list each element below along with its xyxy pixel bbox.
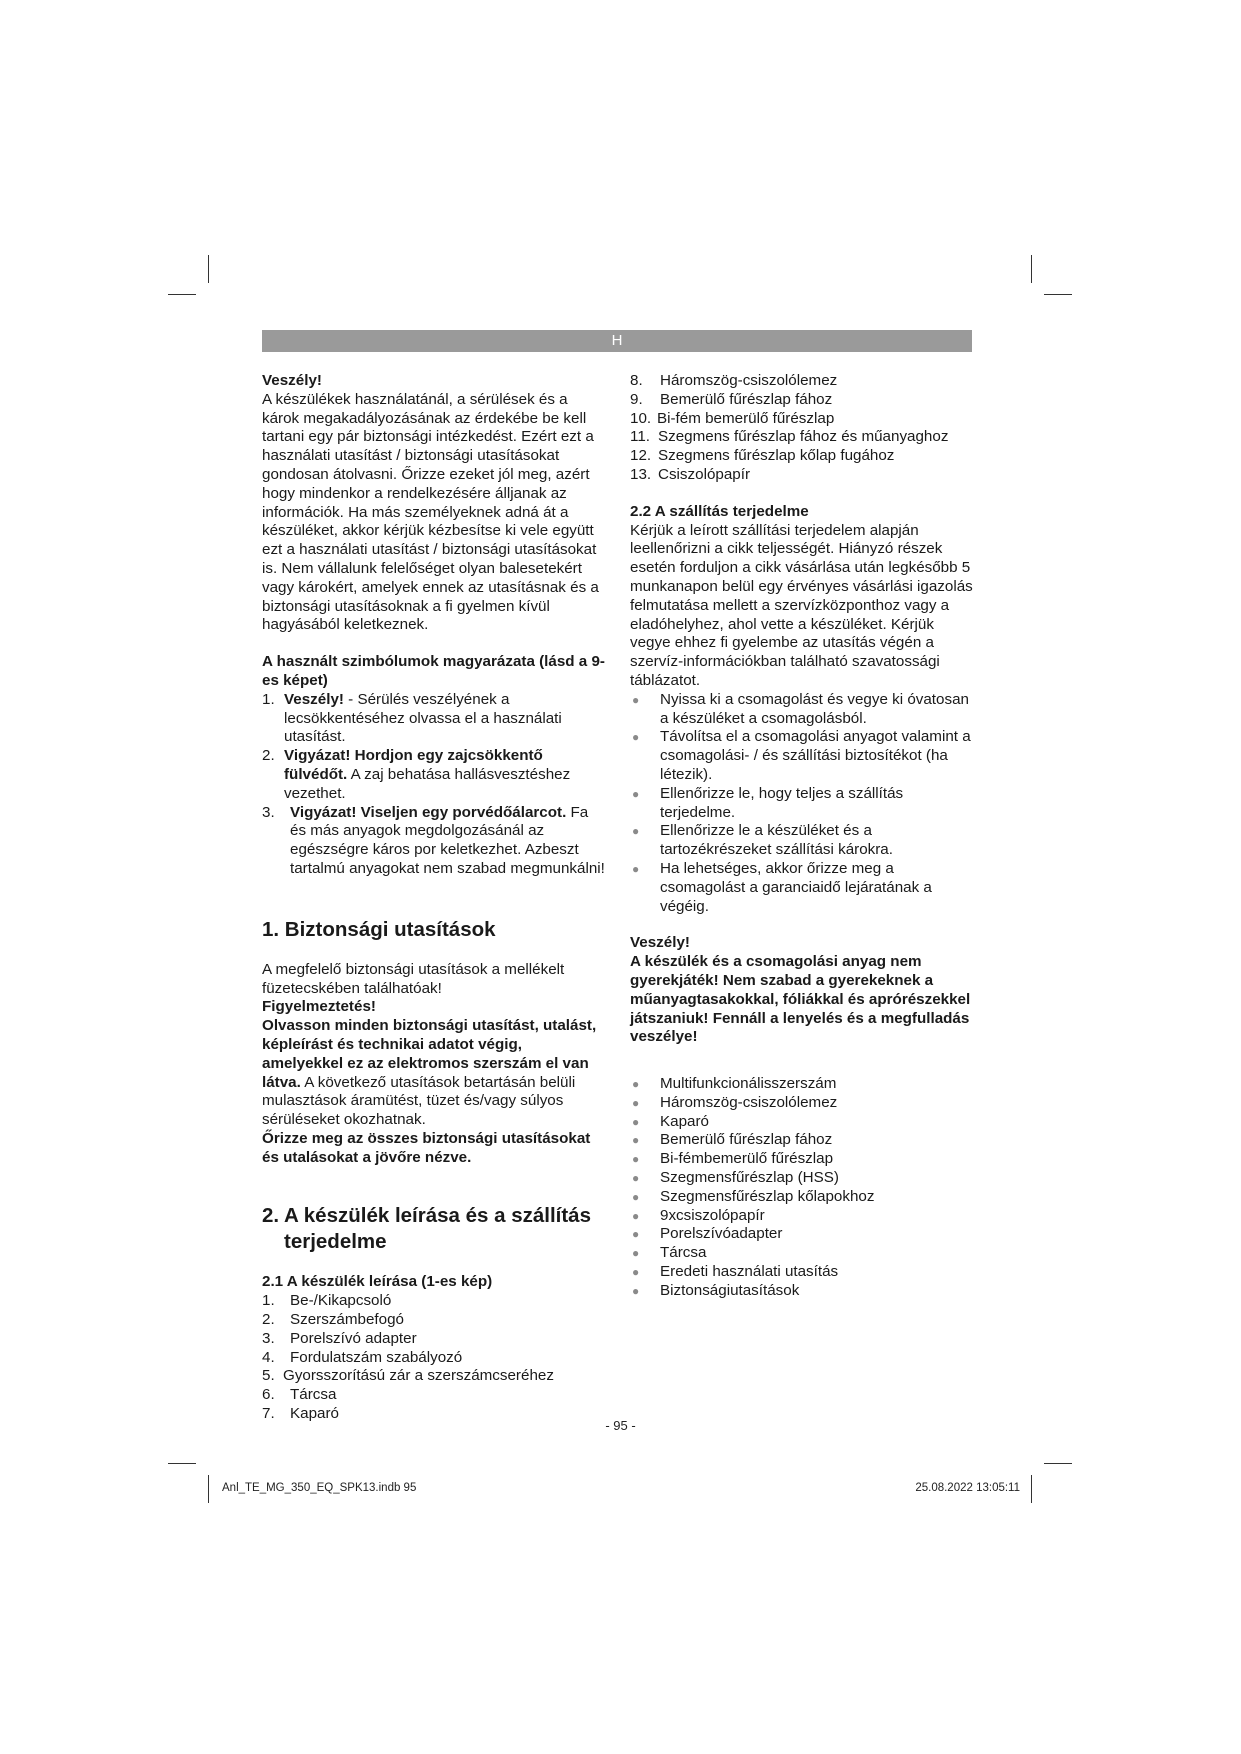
bullet-icon: ● [632, 1171, 640, 1186]
list-item: ● Szegmensfűrészlap (HSS) [632, 1169, 839, 1187]
list-item: 7. Kaparó [262, 1405, 339, 1423]
list-item: 11. Szegmens fűrészlap fához és műanyaghoz [630, 428, 949, 446]
list-item: 9. Bemerülő fűrészlap fához [630, 390, 833, 408]
list-item: ● Porelszívóadapter [632, 1225, 783, 1243]
list-item: 4. Fordulatszám szabályozó [262, 1348, 463, 1366]
list-item: ● Eredeti használati utasítás [632, 1263, 839, 1281]
symbols-title: A használt szimbólumok magyarázata (lásd a 9-es képet) [262, 653, 605, 689]
list-item: ● Háromszög-csiszolólemez [632, 1093, 838, 1111]
bullet-icon: ● [632, 1283, 640, 1298]
page-number: - 95 - [605, 1418, 636, 1433]
bullet-icon: ● [632, 1152, 640, 1167]
crop-mark [1044, 294, 1072, 295]
left-column [262, 372, 607, 1424]
list-item: 1. Veszély! - Sérülés veszélyének a lecsökkentéséhez olvassa el a használati utasítást. [262, 690, 562, 746]
list-item: ● Ellenőrizze le a készüléket és a tartozékrészeket szállítási károkra. [632, 822, 893, 859]
danger-text: A készülékek használatánál, a sérülések és a károk megakadályozásának az érdekébe be kell tartani egy pár biztonsági intézkedést. Ezért ezt a használati utasítást / biztonsági utasításokat gondosan átolvasni. Őrizze ezeket jól meg, azért hogy mindenkor a rendelkezésére álljanak az információk. Ha más személyeknek adná át a készüléket, akkor kérjük kézbesítse ki vele együtt ezt a használati utasítást / biztonsági utasításokat is. Nem vállalunk felelőséget olyan balesetekért vagy károkért, amelyek ennek az utasításnak és a biztonsági utasításoknak a fi gyelmen kívül hagyásából keletkeznek. [262, 390, 599, 634]
contents-list [630, 1075, 975, 1301]
list-item: ● Nyissa ki a csomagolást és vegye ki óvatosan a készüléket a csomagolásból. [632, 690, 969, 727]
list-item: 12. Szegmens fűrészlap kőlap fugához [630, 447, 895, 465]
list-item: 3. Vigyázat! Viseljen egy porvédőálarcot. Fa és más anyagok megdolgozásánál az egészségre káros por keletkezhet. Azbeszt tartalmú anyagokat nem szabad megmunkálni! [262, 803, 605, 877]
crop-mark [1031, 1475, 1032, 1503]
list-item: 3. Porelszívó adapter [262, 1329, 417, 1347]
bullet-icon: ● [632, 1246, 640, 1261]
list-item: ● Szegmensfűrészlap kőlapokhoz [632, 1187, 875, 1205]
safety-intro: A megfelelő biztonsági utasítások a mellékelt füzetecskében találhatóak! [262, 960, 565, 997]
bullet-icon: ● [632, 1265, 640, 1280]
crop-mark [168, 294, 196, 295]
list-item: ● Tárcsa [632, 1244, 707, 1262]
crop-mark [208, 1475, 209, 1503]
bullet-icon: ● [632, 1189, 640, 1204]
list-item: ● Bemerülő fűrészlap fához [632, 1131, 833, 1149]
bullet-icon: ● [632, 824, 640, 839]
bullet-icon: ● [632, 1208, 640, 1223]
bullet-icon: ● [632, 730, 640, 745]
list-item: ● Távolítsa el a csomagolási anyagot valamint a csomagolási- / és szállítási biztosítékot (ha létezik). [632, 728, 971, 783]
keep-instructions: Őrizze meg az összes biztonsági utasításokat és utalásokat a jövőre nézve. [262, 1129, 591, 1166]
right-column [630, 372, 975, 1301]
danger-title: Veszély! [262, 372, 322, 389]
bullet-icon: ● [632, 1133, 640, 1148]
danger-text: A készülék és a csomagolási anyag nem gyerekjáték! Nem szabad a gyerekeknek a műanyagtasakokkal, fóliákkal és aprórészekkel játszaniuk! Fennáll a lenyelés és a megfulladás veszélye! [630, 953, 971, 1046]
list-item: 8. Háromszög-csiszolólemez [630, 372, 838, 389]
list-item: 5. Gyorsszorítású zár a szerszámcseréhez [262, 1367, 554, 1385]
bullet-icon: ● [632, 786, 640, 801]
list-item: 6. Tárcsa [262, 1386, 337, 1404]
bullet-icon: ● [632, 1227, 640, 1242]
list-item: ● Multifunkcionálisszerszám [632, 1075, 837, 1093]
list-item: ● Biztonságiutasítások [632, 1281, 800, 1299]
warning-text: Olvasson minden biztonsági utasítást, utalást, képleírást és technikai adatot végig, amelyekkel ez az elektromos szerszám el van látva. A következő utasítások betartásán belüli mulasztások áramütést, tüzet és/vagy súlyos sérüléseket okozhatnak. [262, 1017, 597, 1129]
list-item: 13. Csiszolópapír [630, 465, 751, 483]
crop-mark [1044, 1463, 1072, 1464]
bullet-icon: ● [632, 1095, 640, 1110]
language-header-bar [262, 330, 972, 352]
delivery-text: Kérjük a leírott szállítási terjedelem alapján leellenőrizni a cikk teljességét. Hiányzó részek esetén forduljon a cikk vásárlása után legkésőbb 5 munkanapon belül egy érvényes vásárlási igazolás felmutatása mellett a szervízközponthoz vagy a eladóhelyhez, ahol vette a készüléket. Kérjük vegye ehhez fi gyelembe az utasítás végén a szervíz-információkban található szavatossági táblázatot. [630, 521, 973, 689]
list-item: 1. Be-/Kikapcsoló [262, 1292, 392, 1310]
crop-mark [1031, 255, 1032, 283]
symbols-list [262, 691, 607, 879]
parts-list-continued [630, 372, 975, 485]
warning-title: Figyelmeztetés! [262, 998, 376, 1016]
list-item: ● Kaparó [632, 1112, 709, 1130]
list-item: 10. Bi-fém bemerülő fűrészlap [630, 409, 835, 427]
delivery-bullets [630, 691, 975, 917]
footer-filename: Anl_TE_MG_350_EQ_SPK13.indb 95 [222, 1482, 417, 1494]
crop-mark [208, 255, 209, 283]
section-1-heading: 1. Biztonsági utasítások [262, 917, 496, 941]
bullet-icon: ● [632, 861, 640, 876]
parts-list [262, 1292, 607, 1424]
crop-mark [168, 1463, 196, 1464]
list-item: ● Ellenőrizze le, hogy teljes a szállítás terjedelme. [632, 784, 904, 821]
section-2-heading: 2. A készülék leírása és a szállítás terjedelme [262, 1204, 591, 1254]
list-item: 2. Vigyázat! Hordjon egy zajcsökkentő fülvédőt. A zaj behatása hallásvesztéshez vezethet. [262, 747, 571, 802]
delivery-title: 2.2 A szállítás terjedelme [630, 502, 809, 520]
list-item: 2. Szerszámbefogó [262, 1311, 404, 1329]
language-code: H [611, 332, 623, 349]
device-description-title: 2.1 A készülék leírása (1-es kép) [262, 1273, 493, 1291]
bullet-icon: ● [632, 692, 640, 707]
list-item: ● 9xcsiszolópapír [632, 1206, 765, 1224]
footer-timestamp: 25.08.2022 13:05:11 [915, 1482, 1020, 1494]
list-item: ● Bi-fémbemerülő fűrészlap [632, 1150, 834, 1168]
danger-title: Veszély! [630, 934, 690, 952]
bullet-icon: ● [632, 1077, 640, 1092]
list-item: ● Ha lehetséges, akkor őrizze meg a csomagolást a garanciaidő lejáratának a végéig. [632, 859, 932, 915]
bullet-icon: ● [632, 1114, 640, 1129]
